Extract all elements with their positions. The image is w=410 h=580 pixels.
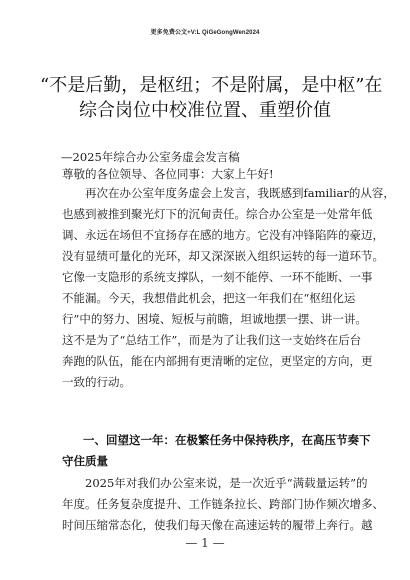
paragraph-line: 调、永远在场但不宜扬存在感的地方。它没有冲锋陷阵的豪迈， bbox=[62, 228, 384, 242]
document-subtitle: —2025年综合办公室务虚会发言稿 bbox=[61, 150, 240, 164]
title-line: “不是后勤，是枢纽；不是附属，是中枢”在 bbox=[40, 75, 383, 96]
document-title bbox=[40, 73, 383, 123]
title-line: 综合岗位中校准位置、重塑价值 bbox=[79, 100, 331, 121]
paragraph-2 bbox=[62, 476, 384, 539]
paragraph-line: 年度。任务复杂度提升、工作链条拉长、跨部门协作频次增多、 bbox=[62, 497, 384, 511]
page-number: — 1 — bbox=[185, 536, 225, 550]
paragraph-line: 也感到被推到聚光灯下的沉甸责任。综合办公室是一处常年低 bbox=[62, 207, 373, 221]
paragraph-line: 时间压缩常态化，使我们每天像在高速运转的履带上奔行。越 bbox=[62, 518, 373, 532]
section-heading bbox=[62, 434, 371, 476]
paragraph-line: 不能漏。今天，我想借此机会，把这一年我们在“枢纽化运 bbox=[62, 291, 356, 305]
paragraph-line: 奔跑的队伍，能在内部拥有更清晰的定位，更坚定的方向，更 bbox=[62, 354, 373, 368]
greeting: 尊敬的各位领导、各位同事：大家上午好! bbox=[62, 167, 274, 181]
paragraph-line: 2025年对我们办公室来说，是一次近乎“满载量运转”的 bbox=[85, 476, 368, 490]
paragraph-line: 一致的行动。 bbox=[62, 375, 131, 389]
paragraph-line: 没有显绩可量化的光环，却又深深嵌入组织运转的每一道环节。 bbox=[62, 249, 384, 263]
header-note: 更多免费公文+V:L QiGeGongWen2024 bbox=[150, 30, 260, 36]
heading-line: 一、回望这一年：在极繁任务中保持秩序，在高压节奏下 bbox=[83, 435, 371, 447]
paragraph-line: 这不是为了“总结工作”，而是为了让我们这一支始终在后台 bbox=[62, 333, 362, 347]
heading-line: 守住质量 bbox=[62, 456, 108, 468]
paragraph-line: 再次在办公室年度务虚会上发言，我既感到familiar的从容， bbox=[85, 186, 395, 200]
paragraph-line: 它像一支隐形的系统支撑队，一刻不能停、一环不能断、一事 bbox=[62, 270, 373, 284]
paragraph-1 bbox=[62, 186, 395, 396]
paragraph-line: 行”中的努力、困境、短板与前瞻，坦诚地摆一摆、讲一讲。 bbox=[62, 312, 367, 326]
